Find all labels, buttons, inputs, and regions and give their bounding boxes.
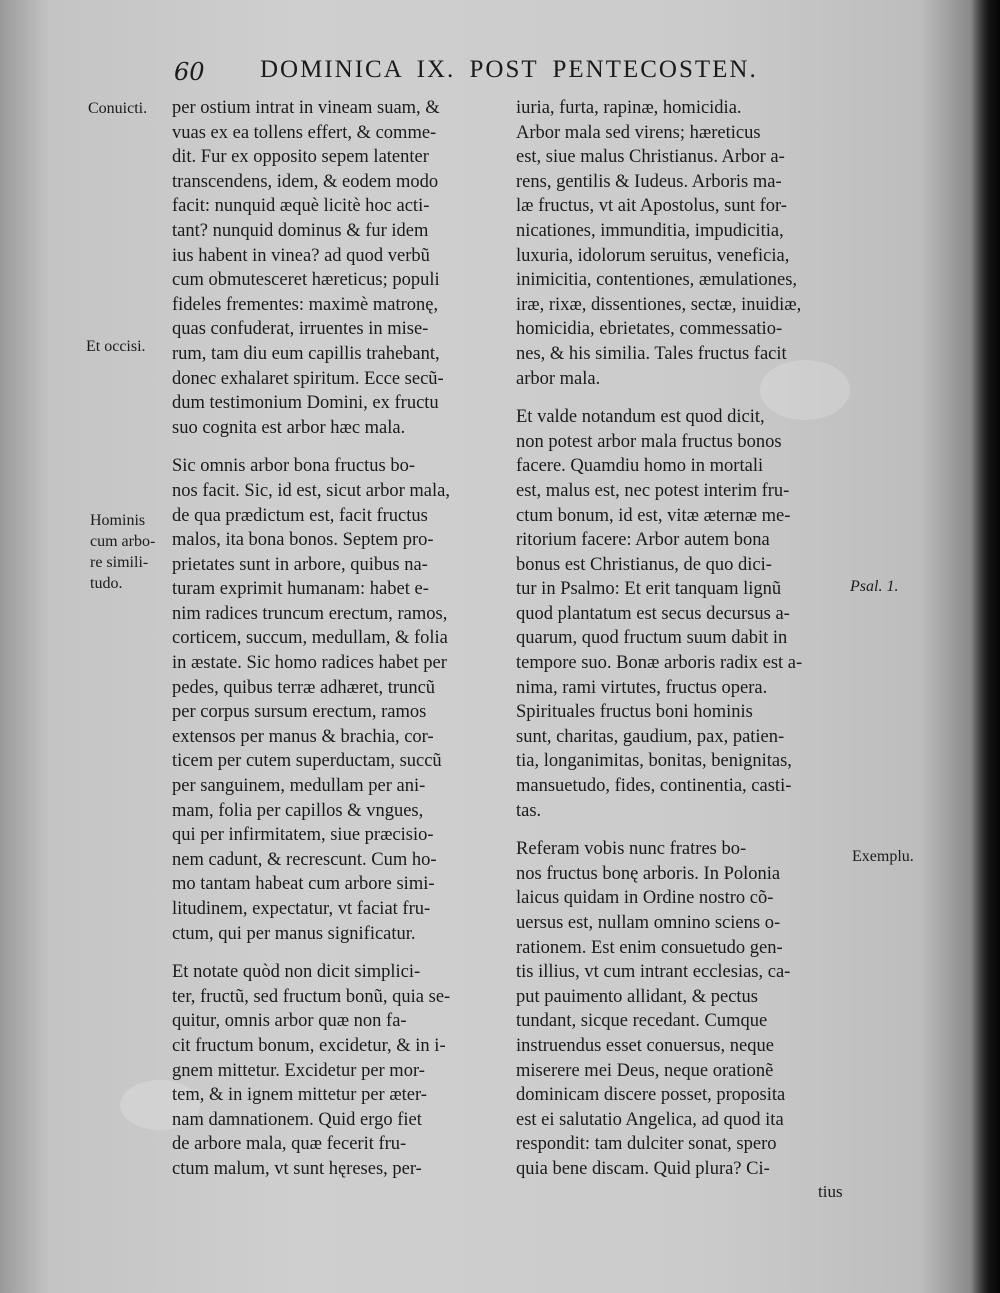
text-line: turam exprimit humanam: habet e- — [172, 579, 429, 600]
text-line: tas. — [516, 800, 542, 821]
margin-note-exemplu: Exemplu. — [852, 848, 914, 865]
text-line: ius habent in vinea? ad quod verbũ — [172, 245, 430, 266]
text-line: extensos per manus & brachia, cor- — [172, 726, 434, 747]
text-line: quia bene discam. Quid plura? Ci- — [516, 1158, 770, 1179]
text-line: nicationes, immunditia, impudicitia, — [516, 220, 784, 241]
text-line: vuas ex ea tollens effert, & comme- — [172, 122, 437, 143]
text-line: malos, ita bona bonos. Septem pro- — [172, 530, 434, 551]
text-line: luxuria, idolorum seruitus, veneficia, — [516, 245, 790, 266]
text-line: nima, rami virtutes, fructus opera. — [516, 677, 768, 698]
text-line: est, malus est, nec potest interim fru- — [516, 480, 790, 501]
text-line: nos facit. Sic, id est, sicut arbor mala, — [172, 480, 450, 501]
text-line: instruendus esset conuersus, neque — [516, 1035, 774, 1056]
folio-number: 60 — [174, 58, 205, 86]
margin-note-psal: Psal. 1. — [850, 578, 899, 595]
paragraph-gap — [516, 391, 846, 405]
paragraph-gap — [516, 823, 846, 837]
text-line: est ei salutatio Angelica, ad quod ita — [516, 1109, 784, 1130]
text-line: homicidia, ebrietates, commessatio- — [516, 319, 783, 340]
text-line: arbor mala. — [516, 368, 601, 389]
text-line: donec exhalaret spiritum. Ecce secũ- — [172, 368, 444, 389]
text-line: tis illius, vt cum intrant ecclesias, ca- — [516, 962, 791, 983]
text-line: mo tantam habeat cum arbore simi- — [172, 874, 435, 895]
text-line: transcendens, idem, & eodem modo — [172, 171, 439, 192]
text-line: facere. Quamdiu homo in mortali — [516, 456, 764, 477]
left-text-column — [172, 96, 508, 1182]
text-line: litudinem, expectatur, vt faciat fru- — [172, 899, 431, 919]
margin-note-line: tudo. — [90, 575, 123, 592]
text-line: put pauimento allidant, & pectus — [516, 986, 758, 1007]
text-line: nes, & his similia. Tales fructus facit — [516, 343, 787, 364]
page-header — [168, 56, 808, 92]
text-line: nim radices truncum erectum, ramos, — [172, 603, 448, 624]
text-line: in æstate. Sic homo radices habet per — [172, 653, 447, 674]
text-line: mam, folia per capillos & vngues, — [172, 800, 424, 821]
text-line: quas confuderat, irruentes in mise- — [172, 319, 429, 340]
text-line: Referam vobis nunc fratres bo- — [516, 839, 747, 860]
text-line: quod plantatum est secus decursus a- — [516, 603, 790, 624]
text-line: de qua prædictum est, facit fructus — [172, 505, 428, 526]
catchword: tius — [818, 1182, 843, 1201]
text-line: miserere mei Deus, neque orationẽ — [516, 1060, 774, 1081]
text-line: nam damnationem. Quid ergo fiet — [172, 1109, 422, 1130]
text-line: dum testimonium Domini, ex fructu — [172, 393, 439, 414]
text-line: tur in Psalmo: Et erit tanquam lignũ — [516, 579, 782, 600]
margin-note-line: cum arbo- — [90, 533, 156, 550]
text-line: tem, & in ignem mittetur per æter- — [172, 1085, 427, 1106]
text-line: dominicam discere posset, proposita — [516, 1085, 786, 1106]
text-line: tant? nunquid dominus & fur idem — [172, 220, 429, 241]
text-line: nem cadunt, & recrescunt. Cum ho- — [172, 849, 437, 870]
text-line: rens, gentilis & Iudeus. Arboris ma- — [516, 171, 782, 192]
text-line: Et valde notandum est quod dicit, — [516, 407, 765, 428]
text-line: est, siue malus Christianus. Arbor a- — [516, 147, 785, 168]
text-line: tempore suo. Bonæ arboris radix est a- — [516, 653, 803, 674]
text-line: dit. Fur ex opposito sepem latenter — [172, 147, 429, 168]
text-line: respondit: tam dulciter sonat, spero — [516, 1134, 777, 1155]
text-line: Spirituales fructus boni hominis — [516, 702, 753, 723]
text-line: per ostium intrat in vineam suam, & — [172, 98, 440, 118]
text-line: suo cognita est arbor hæc mala. — [172, 417, 406, 438]
text-line: nos fructus bonę arboris. In Polonia — [516, 863, 781, 884]
text-line: quarum, quod fructum suum dabit in — [516, 628, 788, 649]
text-line: ritorium facere: Arbor autem bona — [516, 530, 770, 551]
text-line: quitur, omnis arbor quæ non fa- — [172, 1011, 407, 1032]
text-line: Sic omnis arbor bona fructus bo- — [172, 456, 416, 477]
right-text-column — [516, 96, 846, 1182]
text-line: iuria, furta, rapinæ, homicidia. — [516, 98, 742, 118]
text-line: iræ, rixæ, dissentiones, sectæ, inuidiæ, — [516, 294, 802, 315]
text-line: cum obmutesceret hæreticus; populi — [172, 270, 440, 291]
margin-note-conuicti: Conuicti. — [88, 100, 148, 117]
text-line: laicus quidam in Ordine nostro cõ- — [516, 888, 774, 909]
text-line: per sanguinem, medullam per ani- — [172, 776, 426, 797]
text-line: bonus est Christianus, de quo dici- — [516, 554, 772, 575]
text-line: rationem. Est enim consuetudo gen- — [516, 937, 783, 958]
text-line: per corpus sursum erectum, ramos — [172, 702, 427, 723]
text-line: ctum malum, vt sunt hęreses, per- — [172, 1158, 422, 1179]
text-line: ter, fructũ, sed fructum bonũ, quia se- — [172, 986, 451, 1007]
text-line: tia, longanimitas, bonitas, benignitas, — [516, 751, 792, 772]
margin-note-et-occisi: Et occisi. — [86, 338, 146, 355]
text-line: non potest arbor mala fructus bonos — [516, 431, 782, 452]
text-line: Et notate quòd non dicit simplici- — [172, 962, 421, 983]
margin-note-line: Hominis — [90, 512, 146, 529]
text-line: ctum bonum, id est, vitæ æternæ me- — [516, 505, 791, 526]
margin-note-line: re simili- — [90, 554, 149, 571]
text-line: sunt, charitas, gaudium, pax, patien- — [516, 726, 785, 747]
text-line: tundant, sicque recedant. Cumque — [516, 1011, 768, 1032]
text-line: mansuetudo, fides, continentia, casti- — [516, 776, 792, 797]
text-line: pedes, quibus terræ adhæret, truncũ — [172, 677, 436, 698]
text-line: de arbore mala, quæ fecerit fru- — [172, 1134, 407, 1155]
text-line: qui per infirmitatem, siue præcisio- — [172, 825, 434, 846]
paragraph-gap — [172, 440, 508, 454]
paragraph-gap — [172, 946, 508, 960]
text-line: cit fructum bonum, excidetur, & in i- — [172, 1035, 446, 1056]
text-line: Arbor mala sed virens; hæreticus — [516, 122, 761, 143]
text-line: corticem, succum, medullam, & folia — [172, 628, 448, 649]
text-line: ctum, qui per manus significatur. — [172, 923, 416, 944]
text-line: prietates sunt in arbore, quibus na- — [172, 554, 428, 575]
text-line: uersus est, nullam omnino sciens o- — [516, 913, 781, 933]
running-head: DOMINICA IX. POST PENTECOSTEN. — [260, 56, 758, 83]
text-line: facit: nunquid æquè licitè hoc acti- — [172, 196, 430, 217]
text-line: ticem per cutem superductam, succũ — [172, 751, 442, 772]
text-line: inimicitia, contentiones, æmulationes, — [516, 270, 798, 291]
margin-note-hominis — [90, 510, 155, 594]
text-line: læ fructus, vt ait Apostolus, sunt for- — [516, 196, 787, 217]
text-line: gnem mittetur. Excidetur per mor- — [172, 1060, 425, 1081]
text-line: rum, tam diu eum capillis trahebant, — [172, 343, 440, 364]
text-line: fideles frementes: maximè matronę, — [172, 294, 439, 315]
